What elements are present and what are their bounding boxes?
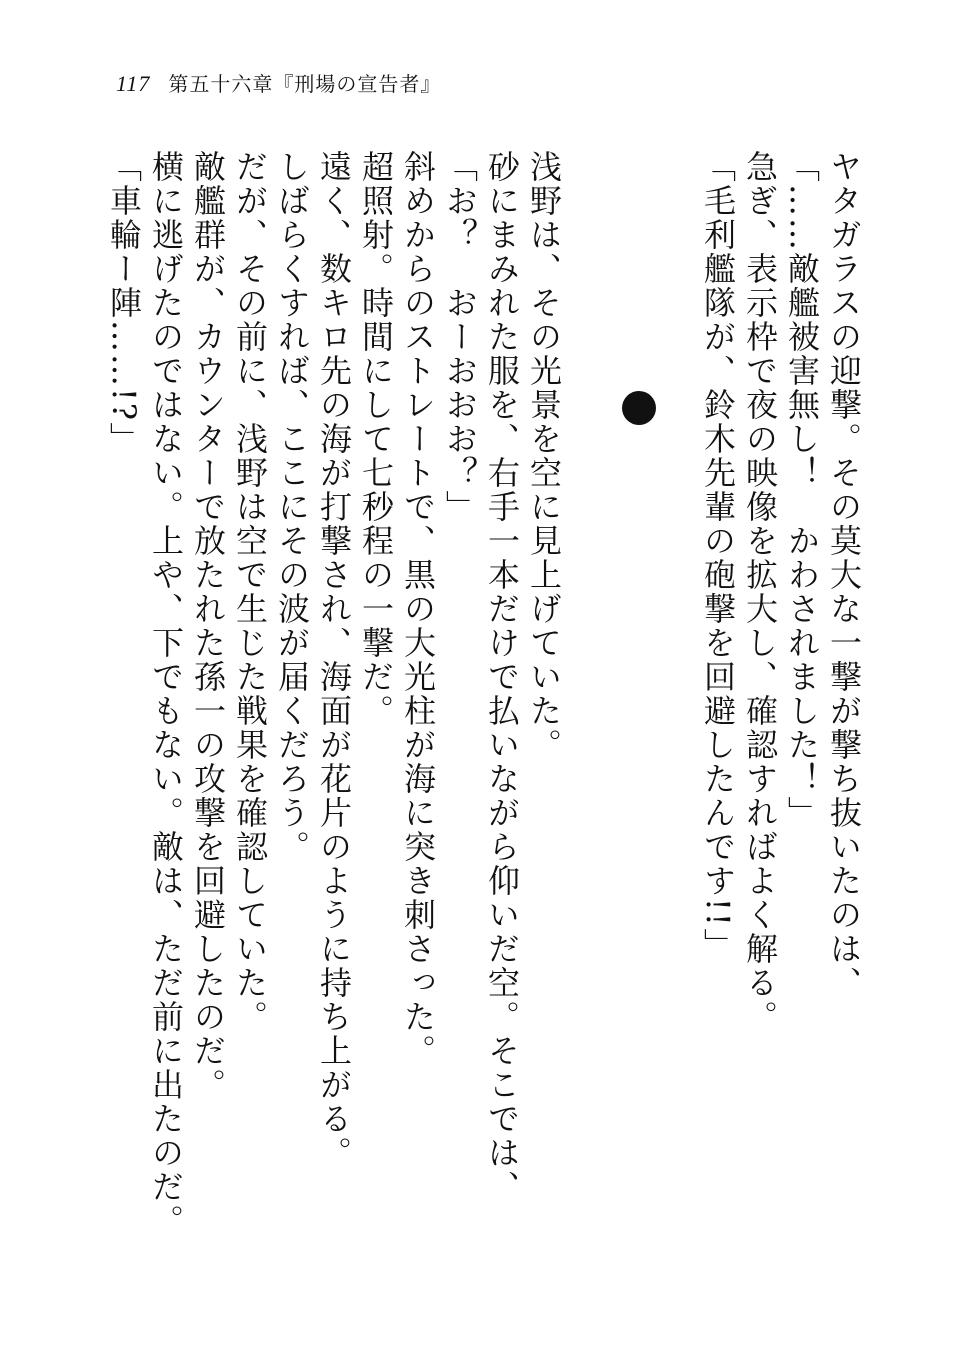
scene-break-dot <box>622 391 656 425</box>
chapter-title: 第五十六章『刑場の宣告者』 <box>168 72 442 96</box>
text-line: ヤタガラスの迎撃。その莫大な一撃が撃ち抜いたのは、 <box>825 150 863 1000</box>
page-number: 117 <box>116 71 151 96</box>
text-line: 急ぎ、表示枠で夜の映像を拡大し、確認すればよく解る。 <box>741 150 779 1034</box>
text-line: 砂にまみれた服を、右手一本だけで払いながら仰いだ空。そこでは、 <box>483 150 521 1204</box>
page-header <box>116 68 441 98</box>
text-line: 「毛利艦隊が、鈴木先輩の砲撃を回避したんです!!」 <box>699 150 737 962</box>
text-line: 「……敵艦被害無し！ かわされました！」 <box>783 150 821 830</box>
text-line: 「車輪ー陣……!?」 <box>105 150 143 457</box>
text-line: 斜めからのストレートで、黒の大光柱が海に突き刺さった。 <box>399 150 437 1068</box>
text-line: しばらくすれば、ここにその波が届くだろう。 <box>273 150 311 864</box>
text-block-1 <box>697 150 865 1310</box>
text-line: 超照射。時間にして七秒程の一撃だ。 <box>357 150 395 728</box>
text-block-2 <box>103 150 565 1310</box>
text-line: 浅野は、その光景を空に見上げていた。 <box>525 150 563 762</box>
text-line: 「お？ おーおおお？」 <box>441 150 479 524</box>
text-line: 遠く、数キロ先の海が打撃され、海面が花片のように持ち上がる。 <box>315 150 353 1170</box>
text-line: 敵艦群が、カウンターで放たれた孫一の攻撃を回避したのだ。 <box>189 150 227 1102</box>
text-line: 横に逃げたのではない。上や、下でもない。敵は、ただ前に出たのだ。 <box>147 150 185 1238</box>
text-line: だが、その前に、浅野は空で生じた戦果を確認していた。 <box>231 150 269 1034</box>
